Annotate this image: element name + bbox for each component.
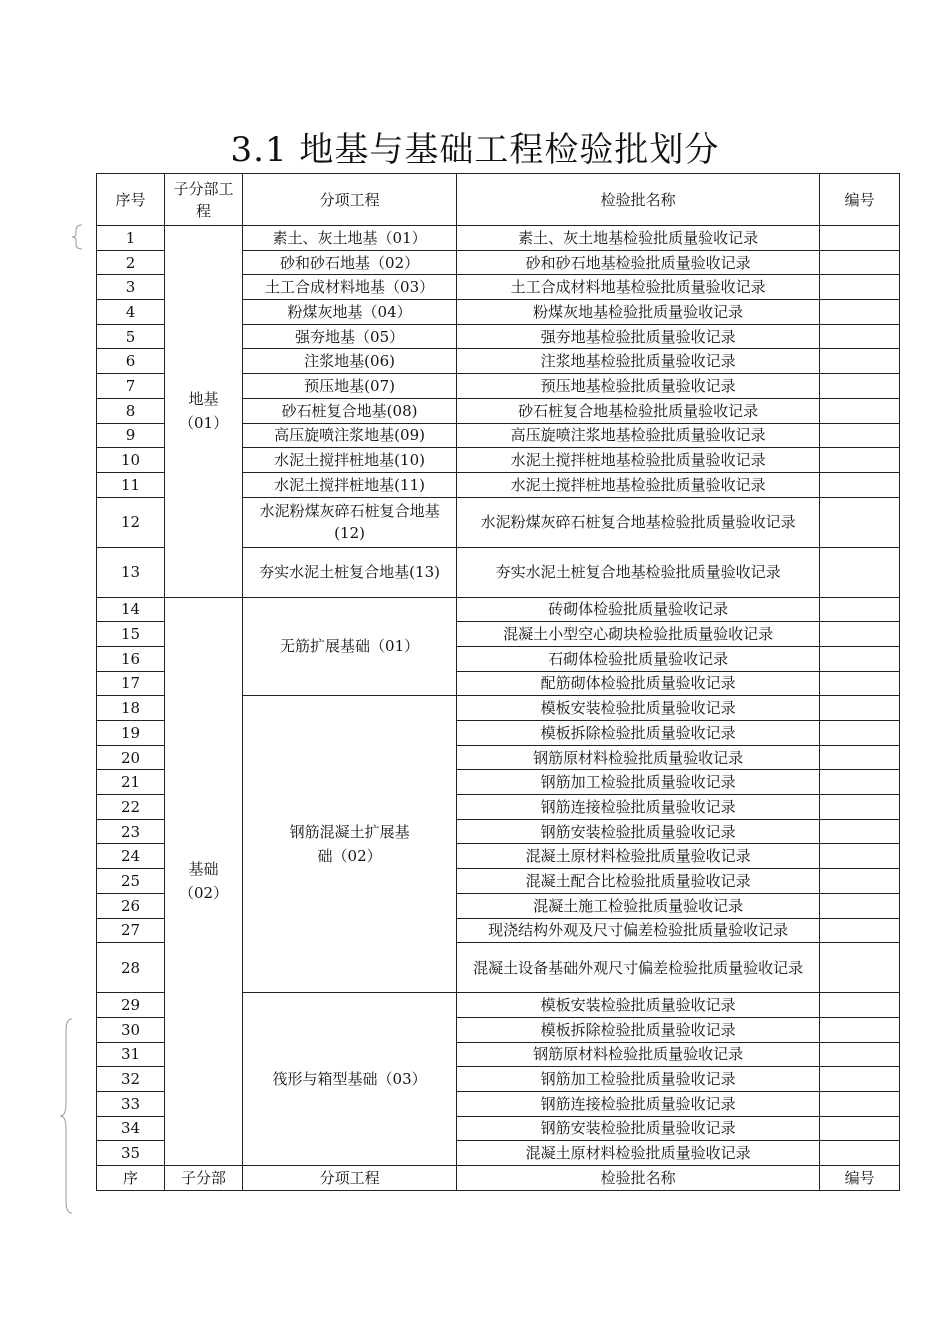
seq-cell: 27 [97,918,165,943]
sub-item-cell: 无筋扩展基础（01） [243,597,457,696]
batch-name-cell: 混凝土配合比检验批质量验收记录 [457,869,820,894]
code-cell [820,918,900,943]
batch-name-cell: 模板安装检验批质量验收记录 [457,696,820,721]
sub-item-cell: 高压旋喷注浆地基(09) [243,423,457,448]
seq-cell: 19 [97,721,165,746]
code-cell [820,770,900,795]
code-cell [820,597,900,622]
batch-name-cell: 配筋砌体检验批质量验收记录 [457,671,820,696]
seq-cell: 17 [97,671,165,696]
inspection-batch-table [96,173,900,1191]
sub-item-cell: 夯实水泥土桩复合地基(13) [243,547,457,597]
batch-name-cell: 素土、灰土地基检验批质量验收记录 [457,226,820,251]
code-cell [820,448,900,473]
bracket-mark-top [70,224,84,250]
sub-item-cell: 注浆地基(06) [243,349,457,374]
code-cell [820,423,900,448]
sub-item-cell: 砂和砂石地基（02） [243,250,457,275]
batch-name-cell: 混凝土施工检验批质量验收记录 [457,893,820,918]
code-cell [820,869,900,894]
batch-name-cell: 砂和砂石地基检验批质量验收记录 [457,250,820,275]
seq-cell: 4 [97,300,165,325]
seq-cell: 3 [97,275,165,300]
batch-name-cell: 钢筋安装检验批质量验收记录 [457,819,820,844]
footer-sub-item: 分项工程 [243,1166,457,1191]
bracket-mark-bottom [58,1018,74,1214]
seq-cell: 14 [97,597,165,622]
batch-name-cell: 强夯地基检验批质量验收记录 [457,324,820,349]
batch-name-cell: 注浆地基检验批质量验收记录 [457,349,820,374]
header-code: 编号 [820,174,900,226]
seq-cell: 29 [97,993,165,1018]
seq-cell: 35 [97,1141,165,1166]
footer-seq: 序 [97,1166,165,1191]
page-title: 3.1 地基与基础工程检验批划分 [230,130,720,170]
batch-name-cell: 钢筋安装检验批质量验收记录 [457,1116,820,1141]
table-footer-row [97,1166,900,1191]
code-cell [820,1141,900,1166]
batch-name-cell: 混凝土设备基础外观尺寸偏差检验批质量验收记录 [457,943,820,993]
footer-code: 编号 [820,1166,900,1191]
code-cell [820,1116,900,1141]
batch-name-cell: 混凝土原材料检验批质量验收记录 [457,1141,820,1166]
code-cell [820,547,900,597]
seq-cell: 25 [97,869,165,894]
code-cell [820,622,900,647]
seq-cell: 15 [97,622,165,647]
sub-item-cell: 水泥土搅拌桩地基(11) [243,472,457,497]
seq-cell: 6 [97,349,165,374]
footer-sub-division: 子分部 [165,1166,243,1191]
batch-name-cell: 高压旋喷注浆地基检验批质量验收记录 [457,423,820,448]
batch-name-cell: 水泥粉煤灰碎石桩复合地基检验批质量验收记录 [457,497,820,547]
code-cell [820,472,900,497]
batch-name-cell: 粉煤灰地基检验批质量验收记录 [457,300,820,325]
batch-name-cell: 水泥土搅拌桩地基检验批质量验收记录 [457,472,820,497]
sub-item-cell: 粉煤灰地基（04） [243,300,457,325]
batch-name-cell: 钢筋加工检验批质量验收记录 [457,1067,820,1092]
batch-name-cell: 钢筋原材料检验批质量验收记录 [457,745,820,770]
batch-name-cell: 石砌体检验批质量验收记录 [457,646,820,671]
seq-cell: 9 [97,423,165,448]
seq-cell: 28 [97,943,165,993]
code-cell [820,250,900,275]
seq-cell: 32 [97,1067,165,1092]
batch-name-cell: 土工合成材料地基检验批质量验收记录 [457,275,820,300]
code-cell [820,993,900,1018]
batch-name-cell: 钢筋连接检验批质量验收记录 [457,1091,820,1116]
batch-name-cell: 水泥土搅拌桩地基检验批质量验收记录 [457,448,820,473]
sub-item-cell: 预压地基(07) [243,374,457,399]
sub-division-cell: 地基（01） [165,226,243,598]
seq-cell: 21 [97,770,165,795]
sub-item-cell: 砂石桩复合地基(08) [243,398,457,423]
batch-name-cell: 砂石桩复合地基检验批质量验收记录 [457,398,820,423]
sub-item-cell: 水泥粉煤灰碎石桩复合地基(12) [243,497,457,547]
code-cell [820,721,900,746]
code-cell [820,844,900,869]
code-cell [820,819,900,844]
code-cell [820,349,900,374]
code-cell [820,893,900,918]
batch-name-cell: 预压地基检验批质量验收记录 [457,374,820,399]
code-cell [820,1042,900,1067]
sub-item-cell: 水泥土搅拌桩地基(10) [243,448,457,473]
seq-cell: 16 [97,646,165,671]
seq-cell: 1 [97,226,165,251]
seq-cell: 26 [97,893,165,918]
seq-cell: 20 [97,745,165,770]
seq-cell: 10 [97,448,165,473]
code-cell [820,1067,900,1092]
header-batch-name: 检验批名称 [457,174,820,226]
code-cell [820,300,900,325]
sub-item-cell: 土工合成材料地基（03） [243,275,457,300]
seq-cell: 18 [97,696,165,721]
code-cell [820,497,900,547]
code-cell [820,943,900,993]
batch-name-cell: 模板拆除检验批质量验收记录 [457,1017,820,1042]
seq-cell: 22 [97,795,165,820]
batch-name-cell: 钢筋加工检验批质量验收记录 [457,770,820,795]
seq-cell: 30 [97,1017,165,1042]
code-cell [820,696,900,721]
table-row [97,226,900,251]
seq-cell: 8 [97,398,165,423]
footer-batch-name: 检验批名称 [457,1166,820,1191]
seq-cell: 31 [97,1042,165,1067]
seq-cell: 5 [97,324,165,349]
code-cell [820,795,900,820]
seq-cell: 24 [97,844,165,869]
seq-cell: 12 [97,497,165,547]
code-cell [820,745,900,770]
code-cell [820,324,900,349]
sub-item-cell: 钢筋混凝土扩展基础（02） [243,696,457,993]
code-cell [820,226,900,251]
code-cell [820,374,900,399]
header-sub-division: 子分部工程 [165,174,243,226]
code-cell [820,646,900,671]
table-header-row [97,174,900,226]
sub-item-cell: 素土、灰土地基（01） [243,226,457,251]
batch-name-cell: 混凝土原材料检验批质量验收记录 [457,844,820,869]
seq-cell: 13 [97,547,165,597]
sub-item-cell: 强夯地基（05） [243,324,457,349]
batch-name-cell: 夯实水泥土桩复合地基检验批质量验收记录 [457,547,820,597]
table-row [97,597,900,622]
seq-cell: 33 [97,1091,165,1116]
code-cell [820,671,900,696]
batch-name-cell: 模板拆除检验批质量验收记录 [457,721,820,746]
batch-name-cell: 混凝土小型空心砌块检验批质量验收记录 [457,622,820,647]
seq-cell: 11 [97,472,165,497]
batch-name-cell: 钢筋连接检验批质量验收记录 [457,795,820,820]
seq-cell: 2 [97,250,165,275]
batch-name-cell: 钢筋原材料检验批质量验收记录 [457,1042,820,1067]
batch-name-cell: 砖砌体检验批质量验收记录 [457,597,820,622]
code-cell [820,398,900,423]
seq-cell: 7 [97,374,165,399]
sub-division-cell: 基础（02） [165,597,243,1165]
seq-cell: 34 [97,1116,165,1141]
batch-name-cell: 现浇结构外观及尺寸偏差检验批质量验收记录 [457,918,820,943]
seq-cell: 23 [97,819,165,844]
batch-name-cell: 模板安装检验批质量验收记录 [457,993,820,1018]
sub-item-cell: 筏形与箱型基础（03） [243,993,457,1166]
header-seq: 序号 [97,174,165,226]
code-cell [820,1091,900,1116]
code-cell [820,275,900,300]
header-sub-item: 分项工程 [243,174,457,226]
code-cell [820,1017,900,1042]
